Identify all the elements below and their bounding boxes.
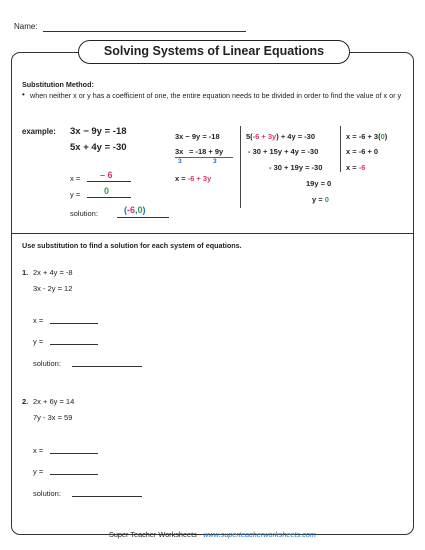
footer	[0, 530, 425, 539]
example-solution-value	[124, 205, 146, 215]
example-y-line	[87, 197, 131, 198]
col2-line1-sub: -6 + 3y	[252, 132, 277, 141]
example-eq1: 3x − 9y = -18	[70, 126, 127, 137]
page-title: Solving Systems of Linear Equations	[78, 40, 350, 64]
col2-line4: 19y = 0	[306, 179, 332, 188]
example-solution-line	[117, 217, 169, 218]
col3-line1	[346, 132, 387, 141]
divider-2	[340, 126, 341, 172]
problem-1-number: 1.	[22, 268, 29, 277]
col1-fraction-bar	[175, 157, 233, 158]
example-label: example:	[22, 127, 56, 136]
solution-comma: ,	[135, 205, 138, 215]
col2-line2: - 30 + 15y + 4y = -30	[248, 147, 319, 156]
method-bullet: when neither x or y has a coefficient of one, the entire equation needs to be divided in order to find the value of x or y	[30, 91, 402, 100]
problem-2-eq1: 2x + 6y = 14	[33, 397, 75, 406]
col2-line3: - 30 + 19y = -30	[269, 163, 323, 172]
col1-den-left: 3	[178, 158, 182, 165]
problem-1-y-label: y =	[33, 337, 44, 346]
col3-line3	[346, 163, 365, 172]
problem-2-eq2: 7y - 3x = 59	[33, 413, 73, 422]
col2-line5-prefix: y =	[312, 195, 325, 204]
col1-line2-right: = -18 + 9y	[189, 147, 224, 156]
col3-line3-value: -6	[358, 163, 366, 172]
problem-1-solution-answer[interactable]	[72, 366, 142, 367]
problem-1-eq1: 2x + 4y = -8	[33, 268, 73, 277]
problem-1-eq2: 3x - 2y = 12	[33, 284, 73, 293]
name-label: Name:	[14, 22, 38, 31]
solution-y: 0	[137, 205, 143, 215]
col3-line3-prefix: x =	[346, 163, 359, 172]
solution-x: -6	[127, 205, 136, 215]
example-x-label: x =	[70, 174, 81, 183]
solution-paren-close: )	[142, 205, 146, 215]
example-x-value: – 6	[100, 170, 113, 180]
problem-2-solution-answer[interactable]	[72, 496, 142, 497]
divider-1	[240, 126, 241, 208]
example-eq2: 5x + 4y = -30	[70, 142, 127, 153]
col2-line5-value: 0	[324, 195, 329, 204]
problem-2-solution-label: solution:	[33, 489, 61, 498]
footer-link[interactable]: www.superteacherworksheets.com	[203, 530, 316, 539]
problem-2-y-answer[interactable]	[50, 474, 98, 475]
col1-den-right: 3	[213, 158, 217, 165]
bullet-icon: •	[22, 90, 25, 99]
problem-1-solution-label: solution:	[33, 359, 61, 368]
worksheet-frame	[11, 52, 414, 535]
col2-line1-prefix: 5(	[246, 132, 253, 141]
method-heading: Substitution Method:	[22, 80, 94, 89]
solution-paren-open: (	[124, 205, 127, 215]
col3-line1-suffix: )	[384, 132, 388, 141]
problem-1-x-label: x =	[33, 316, 44, 325]
problem-2-number: 2.	[22, 397, 29, 406]
example-y-value: 0	[104, 186, 110, 196]
col3-line1-prefix: x = -6 + 3(	[346, 132, 381, 141]
col1-line3-prefix: x =	[175, 174, 188, 183]
problem-2-y-label: y =	[33, 467, 44, 476]
problem-2-x-label: x =	[33, 446, 44, 455]
col3-line2: x = -6 + 0	[346, 147, 379, 156]
col2-line5	[312, 195, 329, 204]
col3-line1-value: 0	[380, 132, 385, 141]
instructions: Use substitution to find a solution for each system of equations.	[22, 241, 242, 250]
problem-1-y-answer[interactable]	[50, 344, 98, 345]
problem-2-x-answer[interactable]	[50, 453, 98, 454]
col1-line3-value: -6 + 3y	[187, 174, 212, 183]
footer-text: Super Teacher Worksheets -	[109, 530, 204, 539]
example-x-line	[87, 181, 131, 182]
col2-line1-suffix: ) + 4y = -30	[276, 132, 316, 141]
example-y-label: y =	[70, 190, 81, 199]
col1-line1: 3x − 9y = -18	[175, 132, 220, 141]
name-field[interactable]	[43, 31, 246, 32]
col2-line1	[246, 132, 315, 141]
problem-1-x-answer[interactable]	[50, 323, 98, 324]
section-divider	[11, 233, 414, 234]
example-solution-label: solution:	[70, 209, 98, 218]
col1-line2-left: 3x	[175, 147, 184, 156]
col1-line3	[175, 174, 211, 183]
